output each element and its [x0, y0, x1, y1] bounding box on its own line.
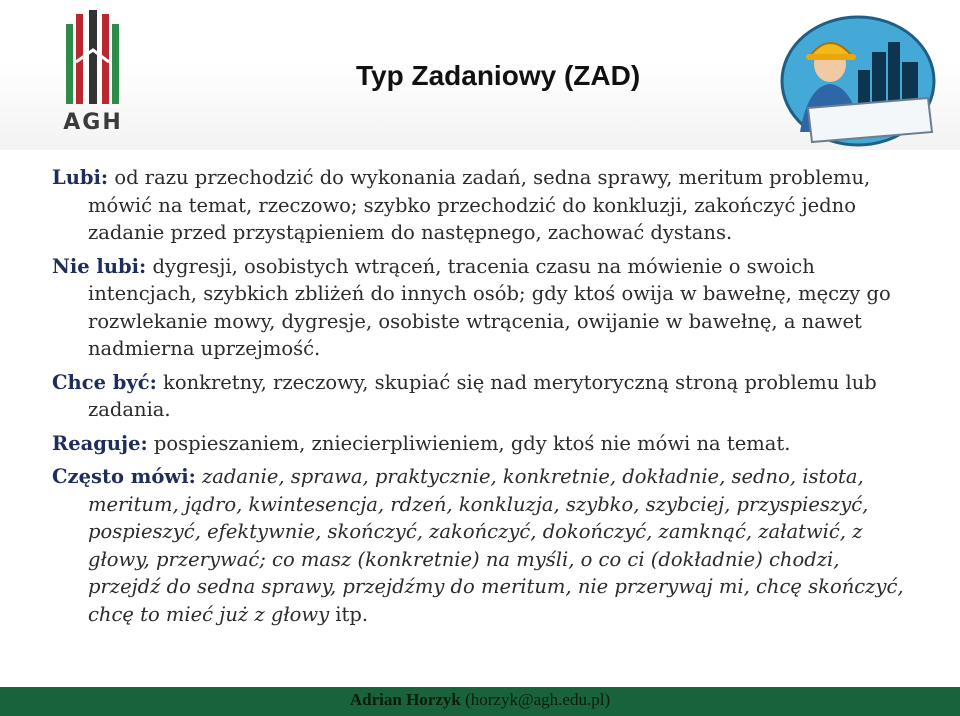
section-text: konkretny, rzeczowy, skupiać się nad merytoryczną stroną problemu lub zadania.	[88, 370, 877, 421]
author-email: (horzyk@agh.edu.pl)	[465, 690, 611, 709]
engineer-clipart	[778, 12, 938, 150]
section-text: dygresji, osobistych wtrąceń, tracenia czasu na mówienie o swoich intencjach, szybkich zbliżeń do innych osób; gdy ktoś owija w bawełnę, męczy go rozwlekanie mowy, dygresje, osobiste wtrącenia, owijanie w bawełnę, a nawet nadmierna uprzejmość.	[88, 254, 891, 360]
section-label: Chce być:	[52, 370, 157, 394]
section-lubi	[52, 164, 912, 247]
section-reaguje	[52, 430, 912, 458]
footer-bar	[0, 687, 960, 716]
section-tail: itp.	[329, 602, 369, 626]
section-text: pospieszaniem, zniecierpliwieniem, gdy ktoś nie mówi na temat.	[147, 431, 791, 455]
section-text: od razu przechodzić do wykonania zadań, sedna sprawy, meritum problemu, mówić na temat, rzeczowo; szybko przechodzić do konkluzji, zakończyć jedno zadanie przed przystąpieniem do następnego, zachować dystans.	[88, 166, 871, 244]
section-label: Lubi:	[52, 166, 109, 189]
footer-credit	[0, 690, 960, 710]
section-label: Nie lubi:	[52, 254, 147, 278]
section-nie-lubi	[52, 253, 912, 363]
content-body	[52, 164, 912, 634]
agh-logo-emblem	[52, 10, 134, 110]
section-chce-byc	[52, 369, 912, 424]
author-name: Adrian Horzyk	[349, 690, 461, 709]
section-italic-text: zadanie, sprawa, praktycznie, konkretnie, dokładnie, sedno, istota, meritum, jądro, kwintesencja, rdzeń, konkluzja, szybko, szybciej, przyspieszyć, pospieszyć, efektywnie, skończyć, zakończyć, dokończyć, zamknąć, załatwić, z głowy, przerywać; co masz (konkretnie) na myśli, o co ci (dokładnie) chodzi, przejdź do sedna sprawy, przejdźmy do meritum, nie przerywaj mi, chcę skończyć, chcę to mieć już z głowy	[88, 465, 904, 626]
agh-logo	[52, 10, 134, 138]
page-title: Typ Zadaniowy (ZAD)	[356, 60, 641, 91]
logo-text: AGH	[63, 110, 123, 135]
section-label: Często mówi:	[52, 465, 196, 488]
section-czesto-mowi	[52, 463, 912, 628]
section-label: Reaguje:	[52, 431, 148, 455]
